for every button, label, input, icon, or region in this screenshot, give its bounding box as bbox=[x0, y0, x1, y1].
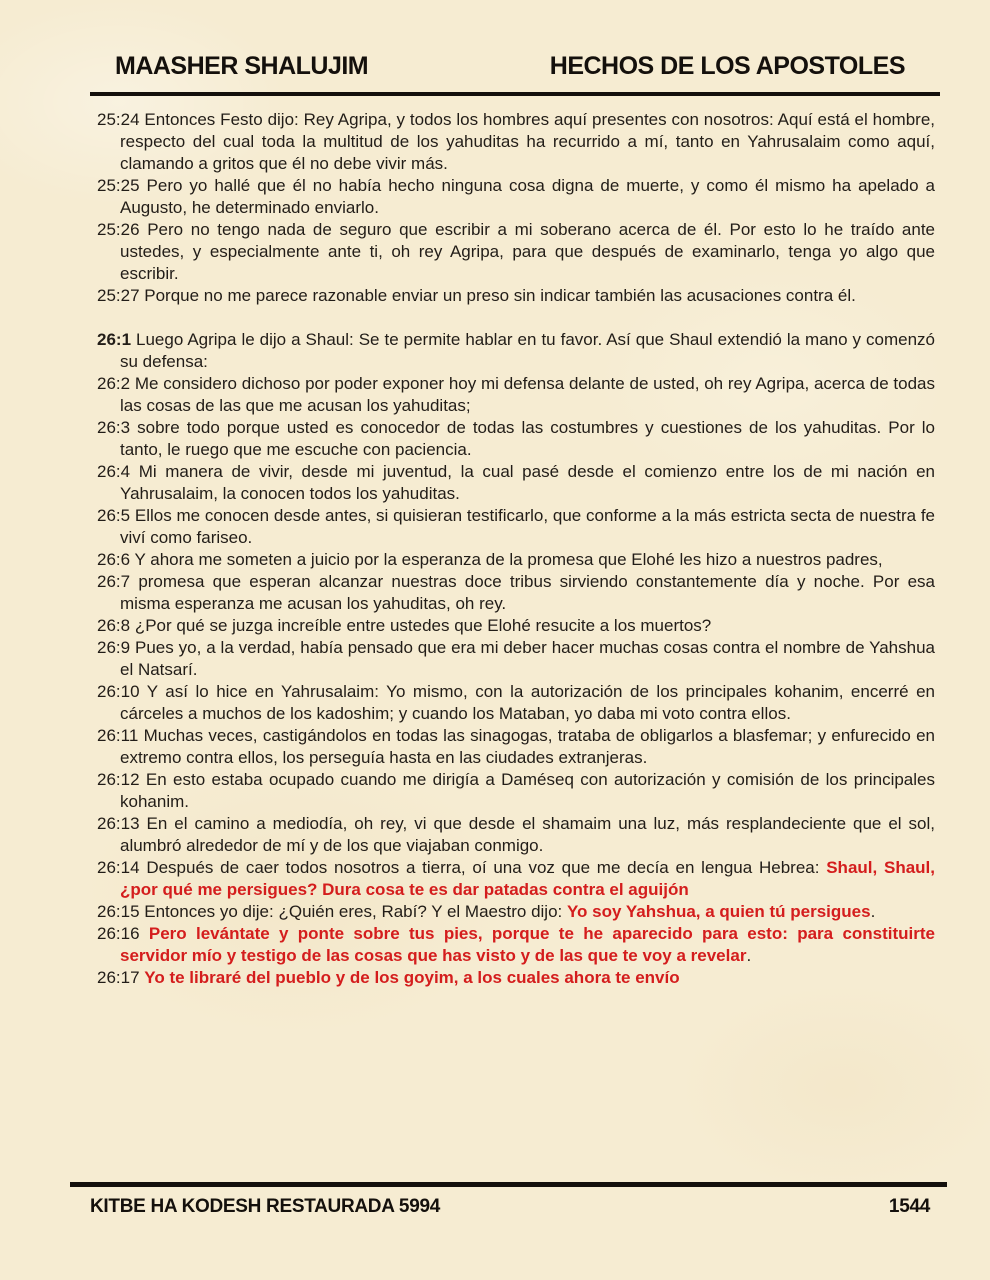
verse-paragraph bbox=[97, 857, 935, 901]
footer-edition-label: KITBE HA KODESH RESTAURADA 5994 bbox=[90, 1196, 440, 1217]
verse-text-segment: Mi manera de vivir, desde mi juventud, la cual pasé desde el comienzo entre los de mi nación en Yahrusalaim, la conocen todos los yahuditas. bbox=[120, 462, 935, 503]
verse-number: 26:17 bbox=[97, 968, 145, 987]
verse-number: 26:6 bbox=[97, 550, 135, 569]
verse-paragraph bbox=[97, 813, 935, 857]
verse-text-segment: Y así lo hice en Yahrusalaim: Yo mismo, con la autorización de los principales kohanim, encerré en cárceles a muchos de los kadoshim; y cuando los Mataban, yo daba mi voto contra ellos. bbox=[120, 682, 935, 723]
header-divider-rule bbox=[90, 92, 940, 96]
verse-text-segment: En esto estaba ocupado cuando me dirigía a Daméseq con autorización y comisión de los principales kohanim. bbox=[120, 770, 935, 811]
page-header bbox=[115, 52, 905, 81]
verse-text-segment: promesa que esperan alcanzar nuestras doce tribus sirviendo constantemente día y noche. Por esa misma esperanza me acusan los yahuditas, oh rey. bbox=[120, 572, 935, 613]
verse-text-segment: . bbox=[870, 902, 876, 921]
verse-paragraph bbox=[97, 549, 935, 571]
verse-text-segment: Y ahora me someten a juicio por la esperanza de la promesa que Elohé les hizo a nuestros padres, bbox=[134, 550, 883, 569]
verse-text-segment: Yo soy Yahshua, a quien tú persigues bbox=[566, 902, 871, 921]
verse-paragraph bbox=[97, 175, 935, 219]
verse-paragraph bbox=[97, 615, 935, 637]
verse-text-segment: Ellos me conocen desde antes, si quisieran testificarlo, que conforme a la más estricta secta de nuestra fe viví como fariseo. bbox=[120, 506, 935, 547]
verse-text-segment: Pero levántate y ponte sobre tus pies, porque te he aparecido para esto: para constituirte servidor mío y testigo de las cosas que has visto y de las que te voy a revelar bbox=[120, 924, 936, 965]
verse-text-segment: Pues yo, a la verdad, había pensado que era mi deber hacer muchas cosas contra el nombre de Yahshua el Natsarí. bbox=[120, 638, 936, 679]
verse-paragraph bbox=[97, 967, 935, 989]
verse-paragraph bbox=[97, 725, 935, 769]
verse-text-segment: . bbox=[746, 946, 752, 965]
verse-text-segment: Porque no me parece razonable enviar un preso sin indicar también las acusaciones contra él. bbox=[144, 286, 856, 305]
verse-text-segment: Pero no tengo nada de seguro que escribir a mi soberano acerca de él. Por esto lo he traído ante ustedes, y especialmente ante ti, oh rey Agripa, para que después de examinarlo, tenga yo algo que escribir. bbox=[120, 220, 935, 283]
verse-text-segment: En el camino a mediodía, oh rey, vi que desde el shamaim una luz, más resplandeciente que el sol, alumbró alrededor de mí y de los que viajaban conmigo. bbox=[120, 814, 936, 855]
verse-number: 26:12 bbox=[97, 770, 146, 789]
header-section-title: HECHOS DE LOS APOSTOLES bbox=[549, 52, 905, 80]
verse-paragraph bbox=[97, 417, 935, 461]
verse-number: 25:24 bbox=[97, 110, 145, 129]
verse-paragraph bbox=[97, 923, 935, 967]
verse-paragraph bbox=[97, 769, 935, 813]
verse-number: 25:25 bbox=[97, 176, 147, 195]
verse-text-segment: ¿Por qué se juzga increíble entre ustedes que Elohé resucite a los muertos? bbox=[134, 616, 712, 635]
verse-paragraph bbox=[97, 109, 935, 175]
footer-text-row bbox=[90, 1196, 930, 1218]
verse-number: 26:13 bbox=[97, 814, 147, 833]
verse-number: 26:2 bbox=[97, 374, 135, 393]
verse-text-segment: Me considero dichoso por poder exponer hoy mi defensa delante de usted, oh rey Agripa, acerca de todas las cosas de las que me acusan los yahuditas; bbox=[120, 374, 936, 415]
verse-text-segment: sobre todo porque usted es conocedor de todas las costumbres y cuestiones de los yahuditas. Por lo tanto, le ruego que me escuche con paciencia. bbox=[120, 418, 936, 459]
footer-divider-rule bbox=[70, 1182, 947, 1187]
verse-number: 25:27 bbox=[97, 286, 145, 305]
verse-text-segment: Shaul, Shaul, ¿por qué me persigues? Dura cosa te es dar patadas contra el aguijón bbox=[120, 858, 935, 899]
verse-paragraph bbox=[97, 373, 935, 417]
verse-number: 26:1 bbox=[97, 330, 137, 349]
verse-text-segment: Entonces Festo dijo: Rey Agripa, y todos los hombres aquí presentes con nosotros: Aquí está el hombre, respecto del cual toda la multitud de los yahuditas ha recurrido a mí, tanto en Yahrusalaim como aquí, clamando a gritos que él no debe vivir más. bbox=[120, 110, 936, 173]
verse-paragraph bbox=[97, 637, 935, 681]
footer-page-number: 1544 bbox=[888, 1196, 930, 1217]
verse-number: 26:11 bbox=[97, 726, 144, 745]
verse-number: 26:3 bbox=[97, 418, 138, 437]
verse-number: 26:7 bbox=[97, 572, 139, 591]
verse-text-block bbox=[97, 109, 935, 989]
verse-text-segment: Pero yo hallé que él no había hecho ninguna cosa digna de muerte, y como él mismo ha apelado a Augusto, he determinado enviarlo. bbox=[120, 176, 935, 217]
verse-number: 26:10 bbox=[97, 682, 147, 701]
verse-number: 26:16 bbox=[97, 924, 149, 943]
verse-number: 26:9 bbox=[97, 638, 135, 657]
verse-text-segment: Entonces yo dije: ¿Quién eres, Rabí? Y el Maestro dijo: bbox=[144, 902, 567, 921]
verse-paragraph bbox=[97, 901, 935, 923]
verse-paragraph bbox=[97, 571, 935, 615]
verse-paragraph bbox=[97, 461, 935, 505]
verse-paragraph bbox=[97, 329, 935, 373]
verse-paragraph bbox=[97, 505, 935, 549]
verse-number: 26:14 bbox=[97, 858, 147, 877]
verse-text-segment: Yo te libraré del pueblo y de los goyim, a los cuales ahora te envío bbox=[144, 968, 680, 987]
page-footer bbox=[0, 1182, 990, 1280]
verse-text-segment: Luego Agripa le dijo a Shaul: Se te permite hablar en tu favor. Así que Shaul extendió la mano y comenzó su defensa: bbox=[120, 330, 935, 371]
verse-number: 26:5 bbox=[97, 506, 135, 525]
verse-text-segment: Después de caer todos nosotros a tierra, oí una voz que me decía en lengua Hebrea: bbox=[146, 858, 827, 877]
verse-paragraph bbox=[97, 681, 935, 725]
verse-paragraph bbox=[97, 219, 935, 285]
verse-number: 25:26 bbox=[97, 220, 148, 239]
verse-number: 26:15 bbox=[97, 902, 145, 921]
verse-paragraph bbox=[97, 285, 935, 307]
verse-number: 26:8 bbox=[97, 616, 135, 635]
verse-number: 26:4 bbox=[97, 462, 139, 481]
verse-text-segment: Muchas veces, castigándolos en todas las sinagogas, trataba de obligarlos a blasfemar; y enfurecido en extremo contra ellos, los perseguía hasta en las ciudades extranjeras. bbox=[120, 726, 935, 767]
header-book-title: MAASHER SHALUJIM bbox=[115, 52, 369, 80]
